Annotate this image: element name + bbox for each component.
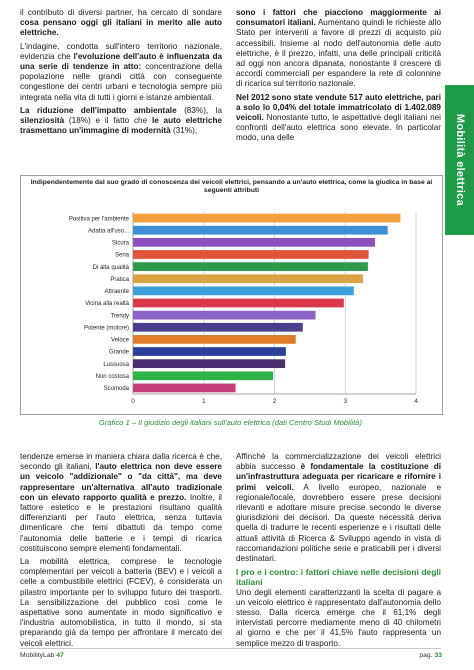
x-tick-label: 2 bbox=[272, 398, 277, 405]
paragraph bbox=[236, 588, 441, 649]
section-tab-label: Mobilità elettrica bbox=[453, 113, 466, 207]
category-label: Vicina alla realtà bbox=[85, 301, 129, 308]
paragraph bbox=[236, 93, 441, 144]
category-label: Veloce bbox=[110, 337, 129, 344]
category-label: Non costosa bbox=[95, 374, 129, 380]
category-label: Sicura bbox=[111, 240, 129, 247]
category-label: Potente (motore) bbox=[83, 325, 129, 332]
category-label: Grande bbox=[108, 349, 129, 356]
bar bbox=[133, 286, 354, 295]
bar bbox=[133, 384, 236, 393]
bar bbox=[133, 226, 388, 235]
text-run: tendenze emerse in maniera chiara dalla ricerca è che, secondo gli italiani, bbox=[20, 452, 222, 472]
footer-issue: 47 bbox=[56, 652, 64, 659]
section-tab bbox=[445, 85, 474, 235]
paragraph bbox=[20, 452, 222, 554]
text-run: (31%), bbox=[170, 126, 198, 136]
chart-title: Indipendentemente dal suo grado di conoscenza dei veicoli elettrici, pensando a un'auto elettrica, come la giudica in base ai seguenti attributi bbox=[30, 179, 433, 195]
text-column-left-top bbox=[20, 8, 222, 139]
paragraph bbox=[20, 42, 222, 103]
bar bbox=[133, 214, 400, 223]
bar bbox=[133, 323, 303, 332]
paragraph bbox=[20, 557, 222, 649]
text-run: Nonostante tutto, le aspettative degli italiani nei confronti dell'auto elettrica sono elevate. In particolar modo, una delle bbox=[236, 113, 441, 143]
paragraph bbox=[236, 8, 441, 90]
bold-text: silenziosità bbox=[20, 116, 65, 126]
bold-text: sono i fattori che piacciono maggiormente ai consumatori italiani. bbox=[236, 8, 441, 28]
bar bbox=[133, 347, 286, 356]
bar bbox=[133, 299, 344, 308]
text-run: il contributo di diversi partner, ha cercato di sondare bbox=[20, 8, 222, 17]
text-run: Aumentano quindi le richieste allo Stato per interventi a favore di prezzi di acquisto più accessibili. Insieme al nodo dell'autonomia delle auto elettriche, è il prezzo, infatti, una delle principali criticità ad oggi non ancora dipanata, nonostante il crescere di accordi commerciali per espandere la rete di colonnine di ricarica sul territorio nazionale. bbox=[236, 18, 441, 89]
bar-chart bbox=[20, 175, 443, 415]
x-tick-label: 0 bbox=[131, 398, 135, 405]
footer-rule bbox=[20, 648, 441, 649]
footer-page-label: pag. bbox=[419, 652, 433, 659]
paragraph bbox=[20, 106, 222, 137]
category-label: Pratica bbox=[110, 276, 129, 283]
footer-right bbox=[419, 652, 442, 659]
text-run: Affinché la commercializzazione dei veicoli elettrici abbia successo bbox=[236, 452, 441, 472]
bar bbox=[133, 238, 375, 247]
text-column-right-top bbox=[236, 8, 441, 147]
text-run: L'indagine, condotta sull'intero territorio nazionale, evidenzia che bbox=[20, 41, 222, 61]
bold-text: l'auto elettrica non deve essere un veicolo "addizionale" o "da città", ma deve rappresentare un'alternativa all'auto tradizionale con un elevato rapporto qualità e prezzo. bbox=[20, 462, 222, 502]
text-run: Inoltre, il fattore estetico e le prestazioni risultano qualità differenzianti per l'auto elettrica, senza tuttavia dimenticare che temi dibattuti da tempo come l'autonomia delle batterie e i tempi di ricarica costituiscono sempre elementi fondamentali. bbox=[20, 492, 222, 553]
bold-text: è fondamentale la costituzione di un'infrastruttura adeguata per ricaricare e rifornire i primi veicoli. bbox=[236, 462, 441, 492]
text-run: (18%) e il fatto che bbox=[64, 116, 152, 126]
page-number: 33 bbox=[434, 652, 442, 659]
text-run: concentrazione della popolazione nelle grandi città con conseguente congestione dei centri urbani e tecnologia sempre più integrata nella vita di tutti i giorni e istanze ambientali. bbox=[20, 62, 222, 102]
category-label: Scomoda bbox=[103, 386, 129, 393]
x-tick-label: 1 bbox=[201, 398, 206, 405]
x-tick-label: 3 bbox=[343, 398, 348, 405]
bar bbox=[133, 335, 296, 344]
bar bbox=[133, 311, 316, 320]
category-label: Trendy bbox=[110, 313, 129, 320]
paragraph bbox=[20, 8, 222, 39]
category-label: Di alta qualità bbox=[92, 264, 129, 271]
category-label: Positiva per l'ambiente bbox=[68, 216, 129, 223]
footer-left bbox=[20, 652, 64, 659]
x-tick-label: 4 bbox=[414, 398, 418, 405]
right-bottom-paragraphs bbox=[236, 452, 441, 564]
right-bottom-paragraphs-2 bbox=[236, 588, 441, 649]
category-label: Seria bbox=[114, 252, 129, 259]
paragraph bbox=[236, 452, 441, 564]
chart-caption: Grafico 1 – Il giudizio degli italiani sull'auto elettrica (dati Centro Studi Mobilità) bbox=[98, 418, 363, 427]
bold-text: La riduzione dell'impatto ambientale bbox=[20, 105, 177, 115]
category-label: Lussuosa bbox=[103, 361, 129, 368]
bar bbox=[133, 371, 273, 380]
bold-text: Nel 2012 sono state vendute 517 auto elettriche, pari a solo lo 0,04% del totale immatricolato di 1.402.089 veicoli. bbox=[236, 92, 441, 123]
bar bbox=[133, 359, 285, 368]
bold-text: le auto elettriche trasmettano un'immagine di modernità bbox=[20, 116, 222, 136]
chart-svg bbox=[21, 176, 442, 414]
bold-text: cosa pensano oggi gli italiani in merito alle auto elettriche. bbox=[20, 18, 222, 38]
text-column-left-bottom bbox=[20, 452, 222, 652]
bar bbox=[133, 250, 369, 259]
footer-publication: MobilityLab bbox=[20, 652, 55, 659]
category-label: Attraente bbox=[104, 289, 129, 296]
text-run: A livello europeo, nazionale e regionale/locale, dovrebbero essere prese decisioni rilevanti e adottare misure precise secondo le diverse giurisdizioni dei decisori. Da queste necessità deriva quella di tradurre le recenti esperienze e i risultati delle attuali attività di Ricerca & Sviluppo agendo in vista di raccomandazioni politiche serie e praticabili per i diversi destinatari. bbox=[236, 482, 441, 564]
text-column-right-bottom bbox=[236, 452, 441, 652]
section-heading: I pro e i contro: i fattori chiave nelle decisioni degli italiani bbox=[236, 567, 441, 588]
bar bbox=[133, 262, 368, 271]
category-label: Adatta all'uso... bbox=[88, 228, 129, 235]
bar bbox=[133, 274, 363, 283]
text-run: La mobilità elettrica, comprese le tecnologie complementari per veicoli a batteria (BEV) e i veicoli a celle a combustibile elettrici (FCEV), è considerata un pilastro importante per lo sviluppo futuro dei trasporti. La sensibilizzazione del pubblico così come le aspettative sono aumentate in modo significativo e l'industria automobilistica, in tutto il mondo, si sta preparando già da tempo per affrontare il mercato dei veicoli elettrici. bbox=[20, 557, 222, 648]
text-run: Uno degli elementi caratterizzanti la scelta di pagare a un veicolo elettrico è rappresentato dall'autonomia dello stesso. Dalla ricerca emerge che il 61,1% degli intervistati percorre mediamente meno di 40 chilometri al giorno e che per il 41,5% l'auto rappresenta un semplice mezzo di trasporto. bbox=[236, 587, 441, 648]
bold-text: l'evoluzione dell'auto è influenzata da una serie di tendenze in atto: bbox=[20, 51, 222, 72]
text-run: (83%), la bbox=[176, 105, 222, 115]
